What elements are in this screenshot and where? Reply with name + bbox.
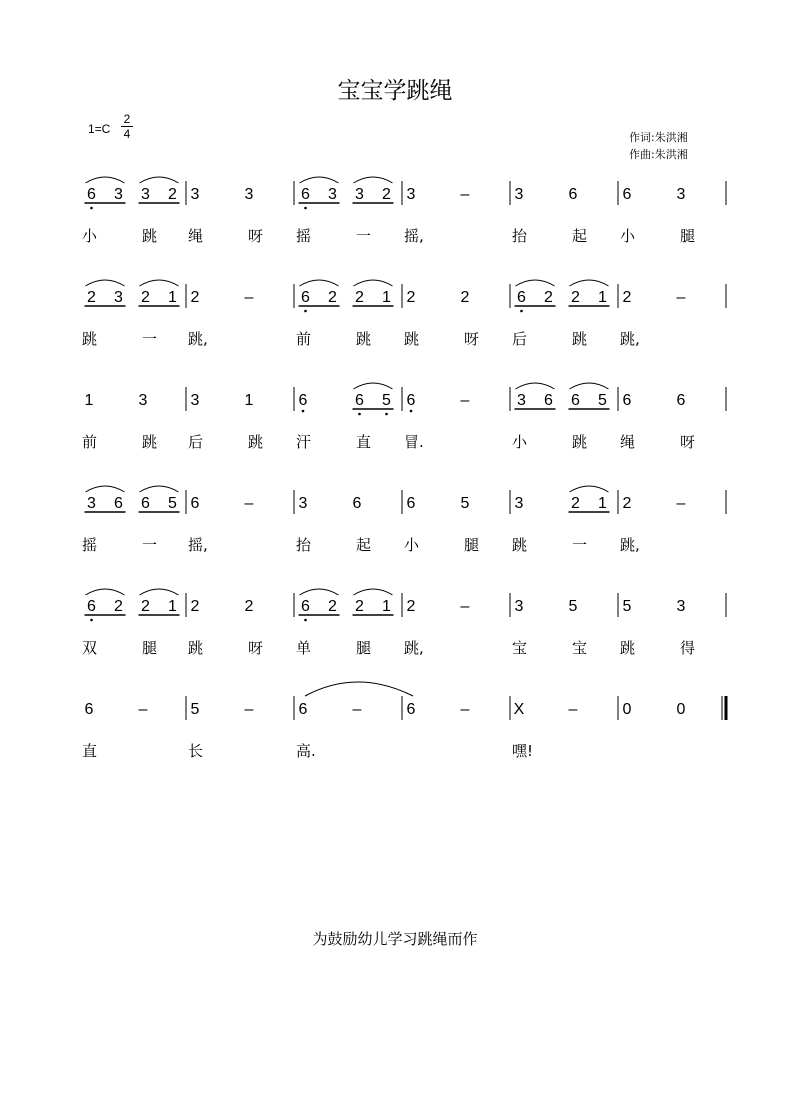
lyric-syllable: 抬 bbox=[296, 536, 312, 554]
slur bbox=[86, 486, 125, 492]
lyric-syllable: 呀 bbox=[680, 433, 696, 451]
note-1: 1 bbox=[598, 289, 607, 306]
note-1: 1 bbox=[598, 495, 607, 512]
slur bbox=[354, 383, 393, 389]
lyric-syllable: 直 bbox=[356, 433, 372, 451]
lyric-syllable: 跳 bbox=[248, 433, 264, 451]
lyric-syllable: 跳 bbox=[82, 330, 98, 348]
note-3: 3 bbox=[514, 186, 524, 203]
note-dash: – bbox=[244, 495, 254, 512]
slur bbox=[140, 177, 179, 183]
lyric-syllable: 后 bbox=[512, 330, 528, 348]
note-1: 1 bbox=[382, 598, 391, 615]
lyricist-credit: 作词:朱洪湘 bbox=[629, 131, 688, 144]
note-6: 6 bbox=[622, 186, 632, 203]
note-2: 2 bbox=[114, 598, 123, 615]
low-octave-dot bbox=[90, 207, 93, 210]
slur bbox=[516, 383, 555, 389]
lyric-syllable: 跳 bbox=[620, 639, 636, 657]
slur bbox=[86, 589, 125, 595]
low-octave-dot bbox=[520, 310, 523, 313]
lyric-syllable: 跳 bbox=[188, 639, 204, 657]
note-5: 5 bbox=[622, 598, 632, 615]
note-5: 5 bbox=[168, 495, 177, 512]
note-3: 3 bbox=[406, 186, 416, 203]
note-2: 2 bbox=[355, 289, 364, 306]
lyric-syllable: 腿 bbox=[680, 227, 696, 245]
lyric-syllable: 后 bbox=[188, 433, 204, 451]
note-2: 2 bbox=[406, 289, 416, 306]
note-3: 3 bbox=[517, 392, 526, 409]
lyric-syllable: 得 bbox=[680, 639, 696, 657]
lyric-syllable: 双 bbox=[82, 639, 98, 657]
lyric-syllable: 小 bbox=[404, 536, 420, 554]
lyric-syllable: 摇 bbox=[82, 536, 98, 554]
note-3: 3 bbox=[355, 186, 364, 203]
note-0: 0 bbox=[676, 701, 686, 718]
lyric-syllable: 摇, bbox=[404, 227, 424, 245]
low-octave-dot bbox=[304, 207, 307, 210]
note-6: 6 bbox=[84, 701, 94, 718]
note-dash: – bbox=[244, 289, 254, 306]
low-octave-dot bbox=[410, 410, 413, 413]
note-1: 1 bbox=[244, 392, 254, 409]
low-octave-dot bbox=[304, 310, 307, 313]
note-6: 6 bbox=[87, 598, 96, 615]
lyric-syllable: 腿 bbox=[356, 639, 372, 657]
note-6: 6 bbox=[87, 186, 96, 203]
note-dash: – bbox=[138, 701, 148, 718]
note-6: 6 bbox=[301, 289, 310, 306]
slur bbox=[354, 177, 393, 183]
note-3: 3 bbox=[114, 289, 123, 306]
lyric-syllable: 呀 bbox=[464, 330, 480, 348]
note-dash: – bbox=[568, 701, 578, 718]
note-dash: – bbox=[244, 701, 254, 718]
lyric-syllable: 小 bbox=[620, 227, 636, 245]
note-dash: – bbox=[460, 701, 470, 718]
note-6: 6 bbox=[517, 289, 526, 306]
footer-note: 为鼓励幼儿学习跳绳而作 bbox=[312, 930, 478, 948]
note-5: 5 bbox=[382, 392, 391, 409]
note-2: 2 bbox=[141, 289, 150, 306]
note-2: 2 bbox=[87, 289, 96, 306]
note-2: 2 bbox=[406, 598, 416, 615]
lyric-syllable: 跳, bbox=[404, 639, 424, 657]
lyric-syllable: 直 bbox=[82, 742, 98, 760]
lyric-syllable: 绳 bbox=[620, 433, 636, 451]
slur bbox=[354, 280, 393, 286]
note-2: 2 bbox=[571, 495, 580, 512]
lyric-syllable: 跳 bbox=[142, 227, 158, 245]
low-octave-dot bbox=[302, 410, 305, 413]
lyric-syllable: 冒. bbox=[404, 433, 424, 451]
note-dash: – bbox=[460, 392, 470, 409]
note-2: 2 bbox=[382, 186, 391, 203]
note-6: 6 bbox=[622, 392, 632, 409]
note-dash: – bbox=[460, 598, 470, 615]
lyric-syllable: 呀 bbox=[248, 639, 264, 657]
note-dash: – bbox=[676, 289, 686, 306]
lyric-syllable: 汗 bbox=[296, 433, 312, 451]
note-X: X bbox=[513, 701, 525, 718]
note-5: 5 bbox=[460, 495, 470, 512]
note-3: 3 bbox=[676, 598, 686, 615]
slur bbox=[140, 589, 179, 595]
note-6: 6 bbox=[355, 392, 364, 409]
note-2: 2 bbox=[168, 186, 177, 203]
note-2: 2 bbox=[544, 289, 553, 306]
slur bbox=[516, 280, 555, 286]
key-signature: 1=C bbox=[88, 122, 111, 136]
slur bbox=[570, 486, 609, 492]
note-dash: – bbox=[460, 186, 470, 203]
note-2: 2 bbox=[622, 495, 632, 512]
lyric-syllable: 跳, bbox=[620, 330, 640, 348]
lyric-syllable: 起 bbox=[356, 536, 372, 554]
note-6: 6 bbox=[676, 392, 686, 409]
note-3: 3 bbox=[244, 186, 254, 203]
note-1: 1 bbox=[168, 289, 177, 306]
note-6: 6 bbox=[406, 701, 416, 718]
time-signature-bottom: 4 bbox=[123, 127, 131, 141]
note-6: 6 bbox=[301, 186, 310, 203]
lyric-syllable: 高. bbox=[296, 742, 316, 760]
note-3: 3 bbox=[514, 598, 524, 615]
note-0: 0 bbox=[622, 701, 632, 718]
lyric-syllable: 宝 bbox=[512, 639, 528, 657]
lyric-syllable: 一 bbox=[356, 227, 372, 245]
page-title: 宝宝学跳绳 bbox=[337, 78, 453, 104]
note-2: 2 bbox=[190, 289, 200, 306]
note-3: 3 bbox=[87, 495, 96, 512]
lyric-syllable: 跳 bbox=[512, 536, 528, 554]
note-6: 6 bbox=[352, 495, 362, 512]
time-signature-top: 2 bbox=[123, 112, 131, 126]
lyric-syllable: 摇, bbox=[188, 536, 208, 554]
note-6: 6 bbox=[406, 495, 416, 512]
lyric-syllable: 小 bbox=[512, 433, 528, 451]
lyric-syllable: 前 bbox=[296, 330, 312, 348]
lyric-syllable: 跳, bbox=[188, 330, 208, 348]
tie bbox=[305, 682, 413, 696]
slur bbox=[300, 589, 339, 595]
note-3: 3 bbox=[328, 186, 337, 203]
lyric-syllable: 宝 bbox=[572, 639, 588, 657]
slur bbox=[570, 383, 609, 389]
note-6: 6 bbox=[544, 392, 553, 409]
note-6: 6 bbox=[298, 392, 308, 409]
slur bbox=[300, 280, 339, 286]
lyric-syllable: 摇 bbox=[296, 227, 312, 245]
note-2: 2 bbox=[622, 289, 632, 306]
note-2: 2 bbox=[571, 289, 580, 306]
note-dash: – bbox=[676, 495, 686, 512]
lyric-syllable: 跳 bbox=[142, 433, 158, 451]
low-octave-dot bbox=[304, 619, 307, 622]
lyric-syllable: 跳 bbox=[404, 330, 420, 348]
lyric-syllable: 跳 bbox=[572, 330, 588, 348]
note-3: 3 bbox=[114, 186, 123, 203]
note-2: 2 bbox=[355, 598, 364, 615]
slur bbox=[140, 486, 179, 492]
lyric-syllable: 腿 bbox=[464, 536, 480, 554]
note-2: 2 bbox=[328, 289, 337, 306]
note-5: 5 bbox=[190, 701, 200, 718]
lyric-syllable: 嘿! bbox=[512, 742, 534, 760]
note-2: 2 bbox=[244, 598, 254, 615]
lyric-syllable: 一 bbox=[142, 330, 158, 348]
note-3: 3 bbox=[190, 186, 200, 203]
note-5: 5 bbox=[598, 392, 607, 409]
lyric-syllable: 呀 bbox=[248, 227, 264, 245]
note-3: 3 bbox=[138, 392, 148, 409]
lyric-syllable: 长 bbox=[188, 742, 204, 760]
note-dash: – bbox=[352, 701, 362, 718]
note-5: 5 bbox=[568, 598, 578, 615]
lyric-syllable: 抬 bbox=[512, 227, 528, 245]
low-octave-dot bbox=[358, 413, 361, 416]
note-6: 6 bbox=[114, 495, 123, 512]
lyric-syllable: 跳 bbox=[572, 433, 588, 451]
lyric-syllable: 单 bbox=[296, 639, 312, 657]
note-1: 1 bbox=[382, 289, 391, 306]
slur bbox=[300, 177, 339, 183]
low-octave-dot bbox=[90, 619, 93, 622]
note-6: 6 bbox=[141, 495, 150, 512]
lyric-syllable: 小 bbox=[82, 227, 98, 245]
slur bbox=[86, 280, 125, 286]
lyric-syllable: 一 bbox=[572, 536, 588, 554]
note-6: 6 bbox=[571, 392, 580, 409]
slur bbox=[354, 589, 393, 595]
lyric-syllable: 绳 bbox=[188, 227, 204, 245]
lyric-syllable: 起 bbox=[572, 227, 588, 245]
lyric-syllable: 跳 bbox=[356, 330, 372, 348]
lyric-syllable: 跳, bbox=[620, 536, 640, 554]
note-3: 3 bbox=[298, 495, 308, 512]
note-6: 6 bbox=[568, 186, 578, 203]
note-3: 3 bbox=[676, 186, 686, 203]
note-3: 3 bbox=[141, 186, 150, 203]
note-6: 6 bbox=[298, 701, 308, 718]
lyric-syllable: 前 bbox=[82, 433, 98, 451]
note-3: 3 bbox=[514, 495, 524, 512]
slur bbox=[570, 280, 609, 286]
note-2: 2 bbox=[190, 598, 200, 615]
note-6: 6 bbox=[190, 495, 200, 512]
slur bbox=[140, 280, 179, 286]
note-6: 6 bbox=[406, 392, 416, 409]
note-1: 1 bbox=[168, 598, 177, 615]
note-2: 2 bbox=[328, 598, 337, 615]
note-6: 6 bbox=[301, 598, 310, 615]
composer-credit: 作曲:朱洪湘 bbox=[629, 148, 688, 161]
note-1: 1 bbox=[84, 392, 94, 409]
slur bbox=[86, 177, 125, 183]
note-3: 3 bbox=[190, 392, 200, 409]
note-2: 2 bbox=[460, 289, 470, 306]
lyric-syllable: 一 bbox=[142, 536, 158, 554]
low-octave-dot bbox=[385, 413, 388, 416]
lyric-syllable: 腿 bbox=[142, 639, 158, 657]
note-2: 2 bbox=[141, 598, 150, 615]
